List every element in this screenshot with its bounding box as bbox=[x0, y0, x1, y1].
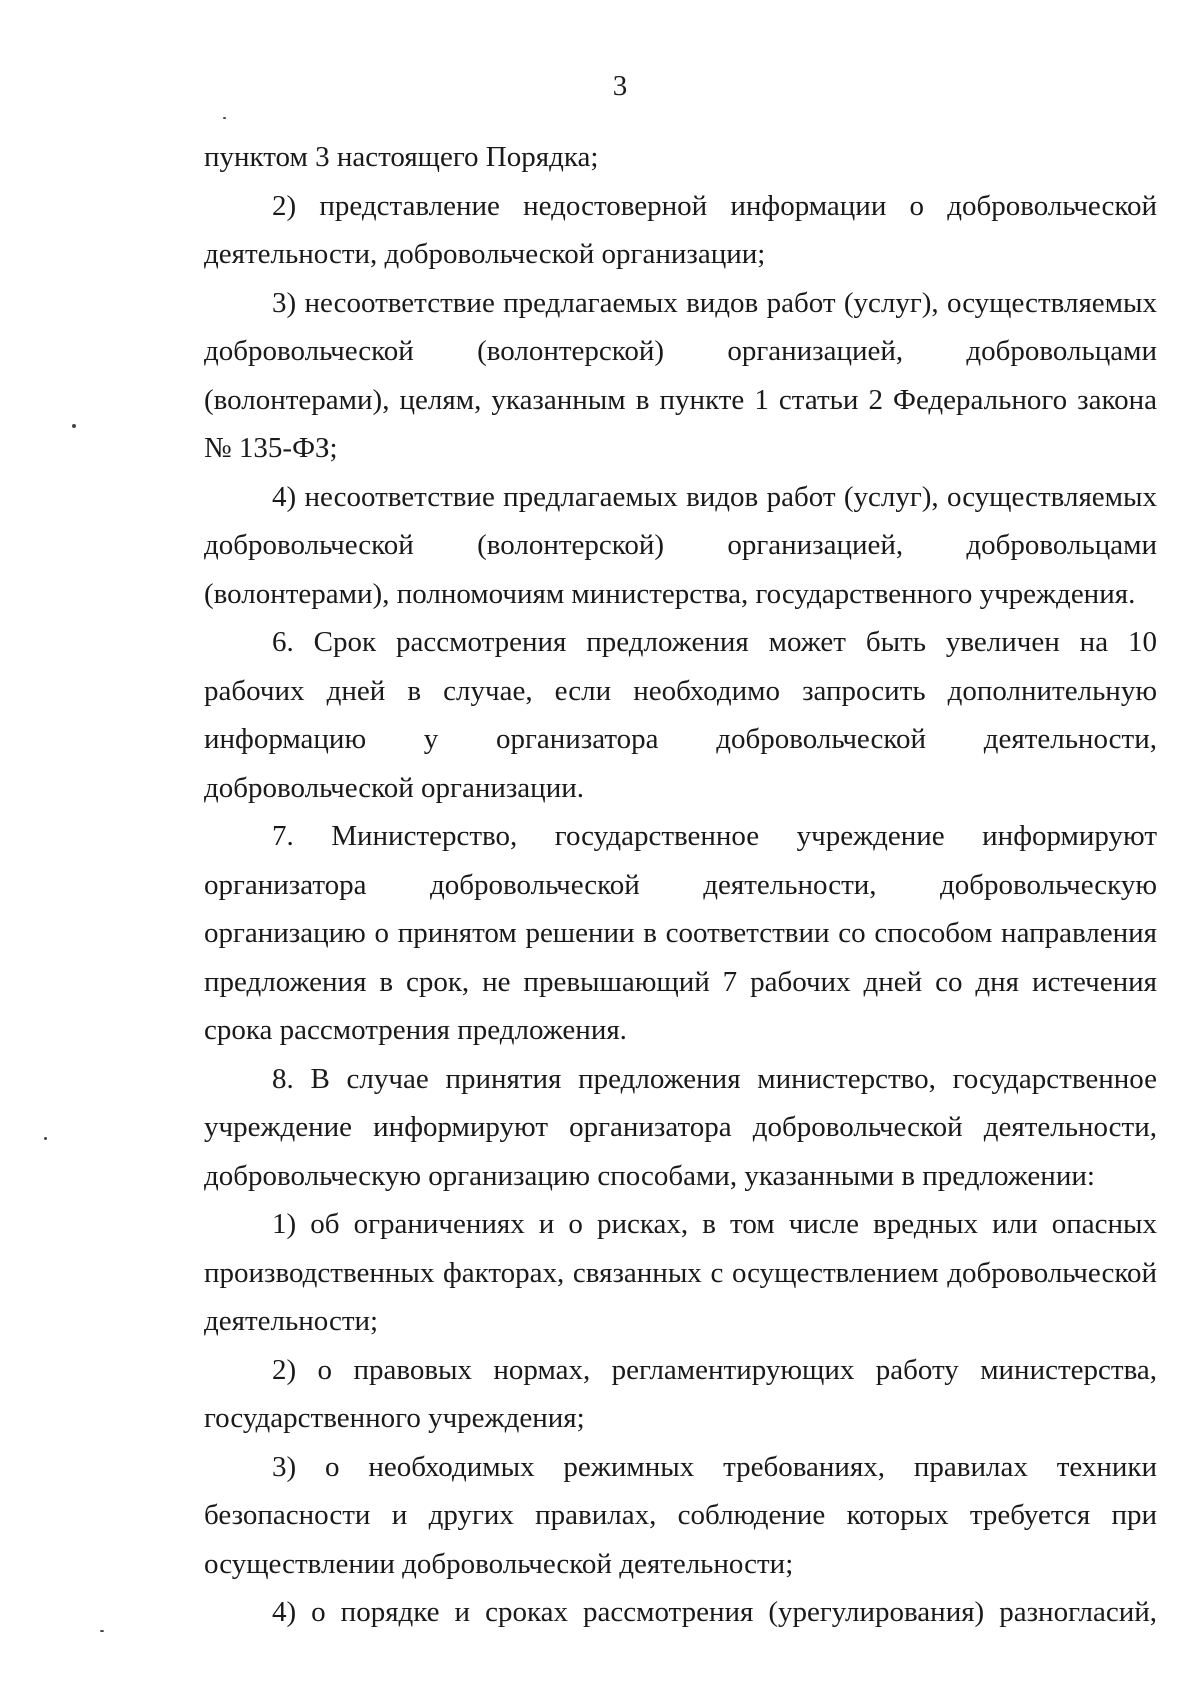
paragraph-item-2: 2) представление недостоверной информации о добровольческой деятельности, добровольческой организации; bbox=[204, 189, 1157, 270]
paragraph-sub-1: 1) об ограничениях и о рисках, в том числе вредных или опасных производственных факторах, связанных с осуществлением добровольческой деятельности; bbox=[204, 1208, 1157, 1337]
page-number: 3 bbox=[612, 70, 628, 102]
paragraph-item-3: 3) несоответствие предлагаемых видов работ (услуг), осуществляемых добровольческой (волонтерской) организацией, добровольцами (волонтерами), целям, указанным в пункте 1 статьи 2 Федерального закона № 135-ФЗ; bbox=[204, 286, 1157, 464]
paragraph-sub-2: 2) о правовых нормах, регламентирующих работу министерства, государственного учреждения; bbox=[204, 1353, 1157, 1434]
paragraph-section-6: 6. Срок рассмотрения предложения может быть увеличен на 10 рабочих дней в случае, если необходимо запросить дополнительную информацию у организатора добровольческой деятельности, добровольческой организации. bbox=[204, 626, 1157, 804]
scan-speck bbox=[100, 1630, 104, 1632]
scan-speck bbox=[72, 424, 76, 428]
scan-speck bbox=[44, 1137, 47, 1140]
paragraph-sub-4: 4) о порядке и сроках рассмотрения (урегулирования) разногласий, bbox=[272, 1596, 1157, 1628]
paragraph-section-8: 8. В случае принятия предложения министерство, государственное учреждение информируют организатора добровольческой деятельности, добровольческую организацию способами, указанными в предложении: bbox=[204, 1062, 1157, 1192]
paragraph-section-7: 7. Министерство, государственное учреждение информируют организатора добровольческой деятельности, добровольческую организацию о принятом решении в соответствии со способом направления предложения в срок, не превышающий 7 рабочих дней со дня истечения срока рассмотрения предложения. bbox=[204, 820, 1157, 1046]
scan-speck bbox=[223, 117, 226, 119]
paragraph-sub-3: 3) о необходимых режимных требованиях, правилах техники безопасности и других правилах, соблюдение которых требуется при осуществлении добровольческой деятельности; bbox=[204, 1450, 1157, 1580]
document-body bbox=[204, 133, 1157, 1637]
paragraph-item-4: 4) несоответствие предлагаемых видов работ (услуг), осуществляемых добровольческой (волонтерской) организацией, добровольцами (волонтерами), полномочиям министерства, государственного учреждения. bbox=[204, 480, 1157, 610]
paragraph-continuation: пунктом 3 настоящего Порядка; bbox=[204, 141, 599, 173]
